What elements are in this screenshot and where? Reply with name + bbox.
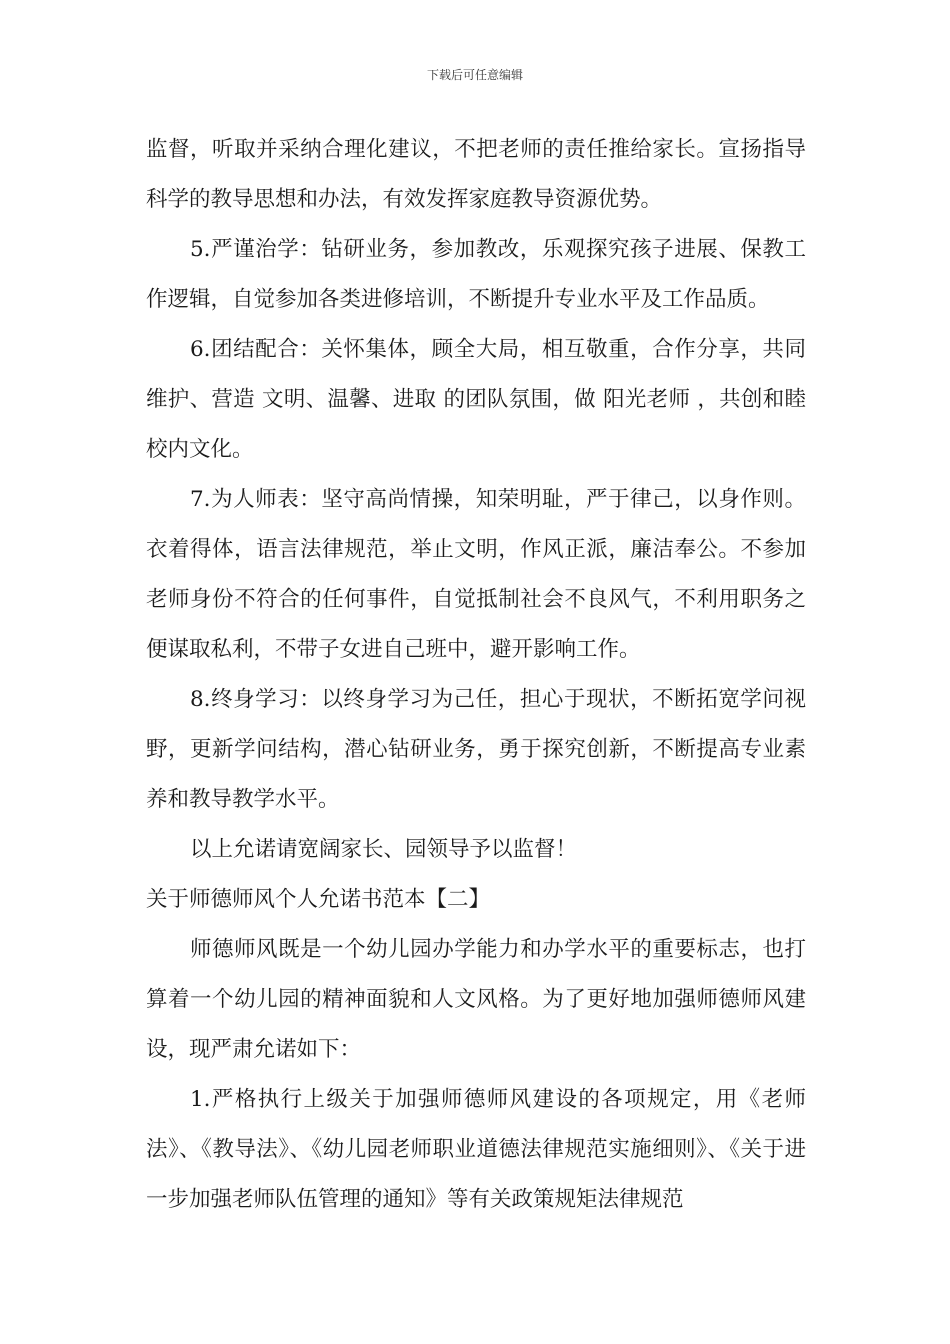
paragraph-item-8: 8.终身学习：以终身学习为己任，担心于现状，不断拓宽学问视野，更新学问结构，潜心钻研业务，勇于探究创新，不断提高专业素养和教导教学水平。: [146, 687, 806, 812]
paragraph-item-6: 6.团结配合：关怀集体，顾全大局，相互敬重，合作分享，共同维护、营造 文明、温馨、进取 的团队氛围，做 阳光老师 ，共创和睦校内文化。: [146, 337, 806, 462]
paragraph-item-5: 5.严谨治学：钻研业务，参加教改，乐观探究孩子进展、保教工作逻辑，自觉参加各类进修培训，不断提升专业水平及工作品质。: [146, 237, 806, 312]
paragraph-closing: 以上允诺请宽阔家长、园领导予以监督！: [190, 837, 578, 862]
paragraph-item-7: 7.为人师表：坚守高尚情操，知荣明耻，严于律己，以身作则。衣着得体，语言法律规范，举止文明，作风正派，廉洁奉公。不参加老师身份不符合的任何事件，自觉抵制社会不良风气，不利用职务之便谋取私利，不带子女进自己班中，避开影响工作。: [146, 487, 806, 662]
paragraph-item-1: 1.严格执行上级关于加强师德师风建设的各项规定，用《老师法》、《教导法》、《幼儿园老师职业道德法律规范实施细则》、《关于进一步加强老师队伍管理的通知》等有关政策规矩法律规范: [146, 1087, 806, 1212]
page-header: 下载后可任意编辑: [426, 68, 523, 82]
paragraph-intro: 师德师风既是一个幼儿园办学能力和办学水平的重要标志，也打算着一个幼儿园的精神面貌和人文风格。为了更好地加强师德师风建设，现严肃允诺如下：: [146, 937, 806, 1062]
paragraph-supervision: 监督，听取并采纳合理化建议，不把老师的责任推给家长。宣扬指导科学的教导思想和办法，有效发挥家庭教导资源优势。: [146, 137, 806, 212]
document-body: [146, 125, 806, 1225]
section-heading: 关于师德师风个人允诺书范本【二】: [146, 887, 491, 912]
